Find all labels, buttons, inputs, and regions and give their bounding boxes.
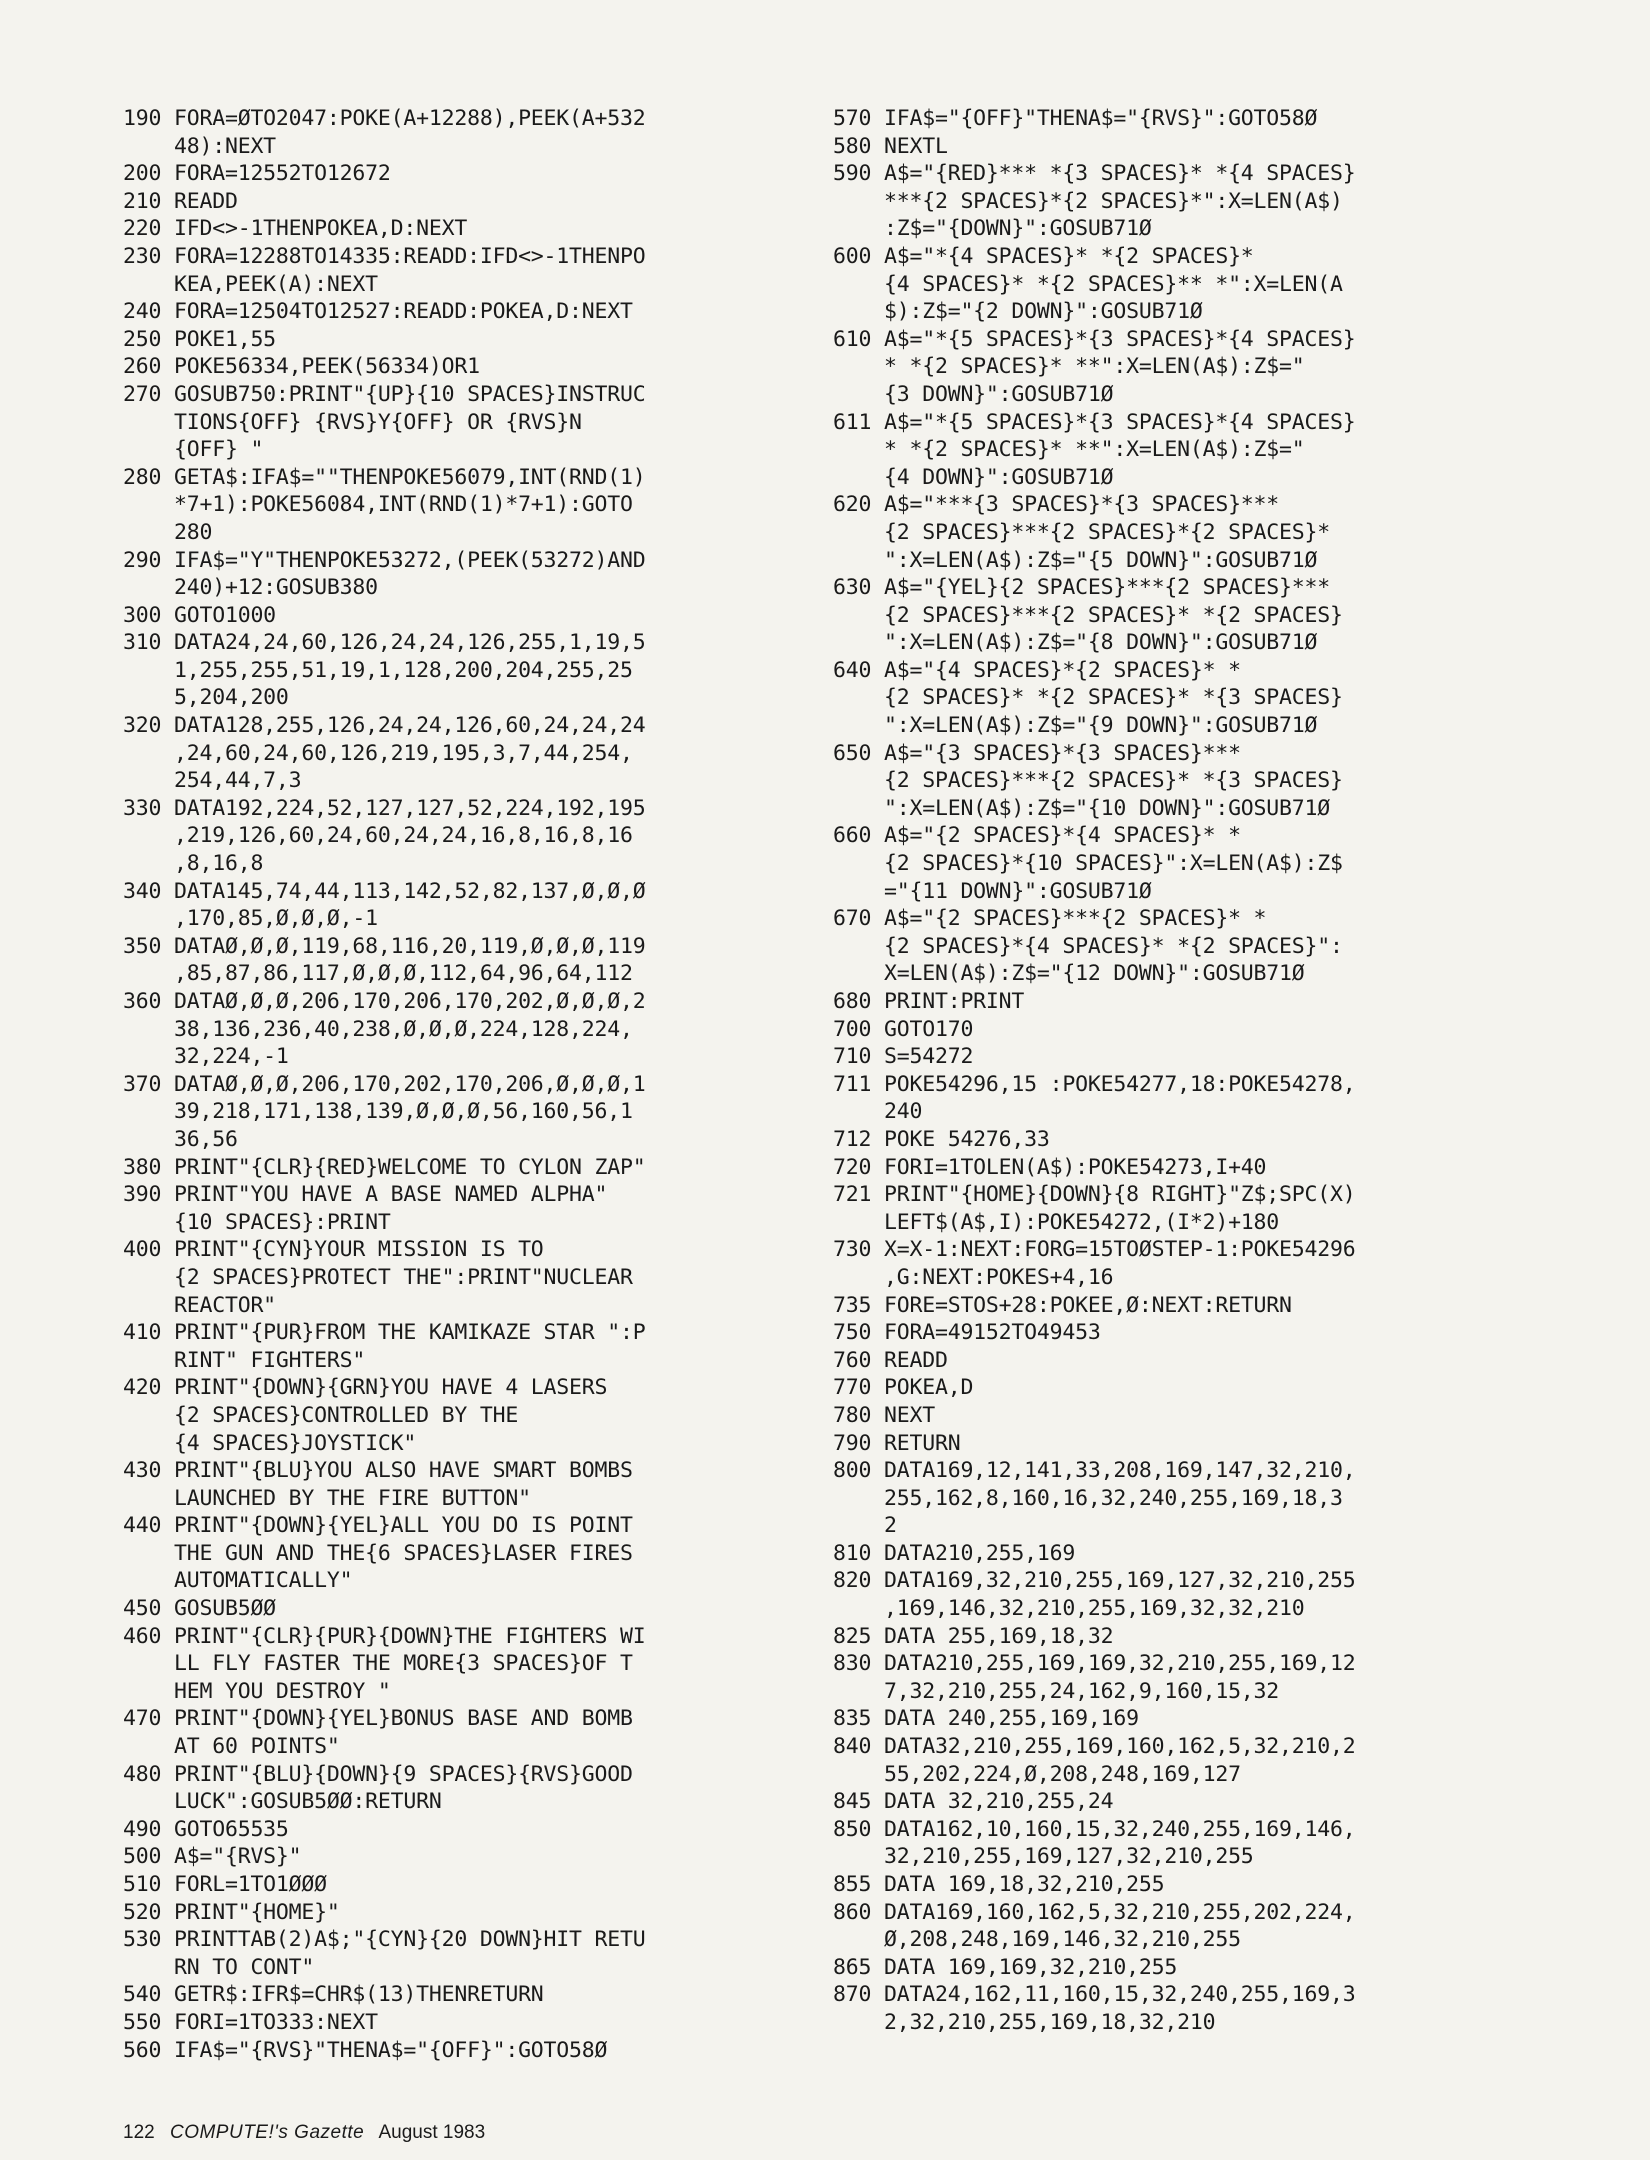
code-line: 230 FORA=12288TO14335:READD:IFD<>-1THENPO [123,243,646,269]
code-line: 460 PRINT"{CLR}{PUR}{DOWN}THE FIGHTERS WI [123,1623,646,1649]
code-line: LEFT$(A$,I):POKE54272,(I*2)+180 [833,1209,1280,1235]
code-line: 630 A$="{YEL}{2 SPACES}***{2 SPACES}*** [833,575,1331,601]
code-line: 750 FORA=49152TO49453 [833,1320,1101,1346]
code-line: 845 DATA 32,210,255,24 [833,1789,1114,1815]
code-line: ":X=LEN(A$):Z$="{8 DOWN}":GOSUB71Ø [833,630,1318,656]
code-line: 55,202,224,Ø,208,248,169,127 [833,1761,1241,1787]
code-line: 48):NEXT [123,133,276,159]
magazine-title: COMPUTE!'s Gazette [169,2122,365,2143]
code-line: 850 DATA162,10,160,15,32,240,255,169,146, [833,1816,1356,1842]
code-line: 220 IFD<>-1THENPOKEA,D:NEXT [123,216,468,242]
code-line: HEM YOU DESTROY " [123,1678,391,1704]
code-line: 870 DATA24,162,11,160,15,32,240,255,169,3 [833,1982,1356,2008]
code-line: 260 POKE56334,PEEK(56334)OR1 [123,354,480,380]
code-line: 440 PRINT"{DOWN}{YEL}ALL YOU DO IS POINT [123,1513,633,1539]
code-line: 530 PRINTTAB(2)A$;"{CYN}{20 DOWN}HIT RETU [123,1927,646,1953]
code-line: 280 [123,519,213,545]
code-line: LAUNCHED BY THE FIRE BUTTON" [123,1485,531,1511]
code-line: {3 DOWN}":GOSUB71Ø [833,381,1114,407]
code-line: 38,136,236,40,238,Ø,Ø,Ø,224,128,224, [123,1016,633,1042]
page-number: 122 [123,2122,155,2143]
code-line: 1,255,255,51,19,1,128,200,204,255,25 [123,657,633,683]
code-line: ":X=LEN(A$):Z$="{9 DOWN}":GOSUB71Ø [833,713,1318,739]
code-line: 250 POKE1,55 [123,326,276,352]
code-line: {4 DOWN}":GOSUB71Ø [833,464,1114,490]
code-line: 650 A$="{3 SPACES}*{3 SPACES}*** [833,740,1241,766]
code-line: 380 PRINT"{CLR}{RED}WELCOME TO CYLON ZAP" [123,1154,646,1180]
code-line: ***{2 SPACES}*{2 SPACES}*":X=LEN(A$) [833,188,1343,214]
code-line: 480 PRINT"{BLU}{DOWN}{9 SPACES}{RVS}GOOD [123,1761,633,1787]
code-line: 200 FORA=12552TO12672 [123,161,391,187]
code-line: TIONS{OFF} {RVS}Y{OFF} OR {RVS}N [123,409,582,435]
code-line: 300 GOTO1000 [123,602,276,628]
code-line: 855 DATA 169,18,32,210,255 [833,1872,1165,1897]
code-line: 830 DATA210,255,169,169,32,210,255,169,12 [833,1651,1356,1677]
code-line: 800 DATA169,12,141,33,208,169,147,32,210, [833,1458,1356,1484]
code-line: 865 DATA 169,169,32,210,255 [833,1954,1178,1980]
code-line: 730 X=X-1:NEXT:FORG=15TOØSTEP-1:POKE54296 [833,1237,1356,1263]
code-line: {2 SPACES}***{2 SPACES}* *{2 SPACES} [833,602,1343,628]
code-line: 320 DATA128,255,126,24,24,126,60,24,24,24 [123,713,646,739]
code-line: RN TO CONT" [123,1954,315,1980]
code-line: 780 NEXT [833,1402,935,1428]
code-line: {10 SPACES}:PRINT [123,1209,391,1235]
code-line: 36,56 [123,1126,238,1152]
code-line: 840 DATA32,210,255,169,160,162,5,32,210,2 [833,1734,1356,1760]
code-line: 5,204,200 [123,685,289,711]
code-line: {2 SPACES}PROTECT THE":PRINT"NUCLEAR [123,1264,633,1290]
code-line: AUTOMATICALLY" [123,1568,353,1594]
code-line: 290 IFA$="Y"THENPOKE53272,(PEEK(53272)AND [123,547,646,573]
code-line: Ø,208,248,169,146,32,210,255 [833,1927,1241,1953]
code-line: 240 [833,1099,923,1125]
code-line: 721 PRINT"{HOME}{DOWN}{8 RIGHT}"Z$;SPC(X) [833,1182,1356,1208]
code-line: 712 POKE 54276,33 [833,1126,1050,1152]
code-line: 350 DATAØ,Ø,Ø,119,68,116,20,119,Ø,Ø,Ø,119 [123,933,646,959]
code-line: 860 DATA169,160,162,5,32,210,255,202,224, [833,1899,1356,1925]
code-line: 7,32,210,255,24,162,9,160,15,32 [833,1678,1280,1704]
code-line: 210 READD [123,188,238,214]
code-line: 540 GETR$:IFR$=CHR$(13)THENRETURN [123,1982,544,2008]
code-line: 611 A$="*{5 SPACES}*{3 SPACES}*{4 SPACES} [833,409,1356,435]
code-line: 600 A$="*{4 SPACES}* *{2 SPACES}* [833,243,1254,269]
code-line: * *{2 SPACES}* **":X=LEN(A$):Z$=" [833,437,1305,463]
code-line: {4 SPACES}* *{2 SPACES}** *":X=LEN(A [833,271,1343,297]
code-line: 720 FORI=1TOLEN(A$):POKE54273,I+40 [833,1154,1267,1180]
code-line: 670 A$="{2 SPACES}***{2 SPACES}* * [833,906,1267,932]
code-line: 660 A$="{2 SPACES}*{4 SPACES}* * [833,823,1241,849]
code-line: 240)+12:GOSUB380 [123,575,378,601]
code-line: 360 DATAØ,Ø,Ø,206,170,206,170,202,Ø,Ø,Ø,2 [123,989,646,1014]
code-line: 620 A$="***{3 SPACES}*{3 SPACES}*** [833,492,1280,518]
code-line: KEA,PEEK(A):NEXT [123,271,378,297]
code-line: 520 PRINT"{HOME}" [123,1899,340,1925]
code-line: 470 PRINT"{DOWN}{YEL}BONUS BASE AND BOMB [123,1706,633,1732]
code-line: 580 NEXTL [833,133,948,159]
listing-left-column [123,105,813,2064]
code-line: ,170,85,Ø,Ø,Ø,-1 [123,906,378,932]
code-line: {2 SPACES}***{2 SPACES}* *{3 SPACES} [833,768,1343,794]
code-line: REACTOR" [123,1292,276,1318]
code-line: 330 DATA192,224,52,127,127,52,224,192,195 [123,795,646,821]
code-line: 370 DATAØ,Ø,Ø,206,170,202,170,206,Ø,Ø,Ø,1 [123,1071,646,1097]
code-line: 32,210,255,169,127,32,210,255 [833,1844,1254,1870]
code-line: ":X=LEN(A$):Z$="{5 DOWN}":GOSUB71Ø [833,547,1318,573]
code-line: THE GUN AND THE{6 SPACES}LASER FIRES [123,1540,633,1566]
code-line: 254,44,7,3 [123,768,302,794]
code-line: 390 PRINT"YOU HAVE A BASE NAMED ALPHA" [123,1182,608,1208]
code-line: 410 PRINT"{PUR}FROM THE KAMIKAZE STAR ":P [123,1320,646,1346]
code-line: 510 FORL=1TO1ØØØ [123,1872,327,1897]
code-line: 450 GOSUB5ØØ [123,1596,276,1622]
code-line: 270 GOSUB750:PRINT"{UP}{10 SPACES}INSTRUC [123,381,646,407]
code-line: {2 SPACES}* *{2 SPACES}* *{3 SPACES} [833,685,1343,711]
code-line: :Z$="{DOWN}":GOSUB71Ø [833,216,1152,242]
code-line: AT 60 POINTS" [123,1734,340,1760]
issue-date: August 1983 [378,2122,486,2143]
code-line: 2,32,210,255,169,18,32,210 [833,2009,1216,2035]
code-line: {2 SPACES}*{4 SPACES}* *{2 SPACES}": [833,933,1343,959]
code-line: 770 POKEA,D [833,1375,974,1401]
code-line: 820 DATA169,32,210,255,169,127,32,210,255 [833,1568,1356,1594]
code-line: 280 GETA$:IFA$=""THENPOKE56079,INT(RND(1) [123,464,646,490]
code-line: 190 FORA=ØTO2047:POKE(A+12288),PEEK(A+532 [123,106,646,131]
code-line: 790 RETURN [833,1430,961,1456]
page-footer [123,2122,485,2144]
code-line: 711 POKE54296,15 :POKE54277,18:POKE54278, [833,1071,1356,1097]
code-line: 825 DATA 255,169,18,32 [833,1623,1114,1649]
code-line: 810 DATA210,255,169 [833,1540,1076,1566]
code-line: 570 IFA$="{OFF}"THENA$="{RVS}":GOTO58Ø [833,106,1318,131]
code-line: $):Z$="{2 DOWN}":GOSUB71Ø [833,299,1203,325]
code-line: *7+1):POKE56084,INT(RND(1)*7+1):GOTO [123,492,633,518]
code-line: 310 DATA24,24,60,126,24,24,126,255,1,19,5 [123,630,646,656]
code-line: 560 IFA$="{RVS}"THENA$="{OFF}":GOTO58Ø [123,2037,608,2063]
listing-right-column [833,105,1623,2037]
code-line: X=LEN(A$):Z$="{12 DOWN}":GOSUB71Ø [833,961,1305,987]
code-line: 255,162,8,160,16,32,240,255,169,18,3 [833,1485,1343,1511]
code-line: LUCK":GOSUB5ØØ:RETURN [123,1789,442,1815]
code-line: 430 PRINT"{BLU}YOU ALSO HAVE SMART BOMBS [123,1458,633,1484]
code-line: 32,224,-1 [123,1044,289,1070]
code-line: LL FLY FASTER THE MORE{3 SPACES}OF T [123,1651,633,1677]
code-line: 680 PRINT:PRINT [833,989,1025,1014]
code-line: 710 S=54272 [833,1044,974,1070]
code-line: ,85,87,86,117,Ø,Ø,Ø,112,64,96,64,112 [123,961,633,987]
code-line: 610 A$="*{5 SPACES}*{3 SPACES}*{4 SPACES} [833,326,1356,352]
code-line: {2 SPACES}*{10 SPACES}":X=LEN(A$):Z$ [833,851,1343,877]
code-line: 420 PRINT"{DOWN}{GRN}YOU HAVE 4 LASERS [123,1375,608,1401]
code-line: 550 FORI=1TO333:NEXT [123,2009,378,2035]
code-line: 490 GOTO65535 [123,1816,289,1842]
code-line: 735 FORE=STOS+28:POKEE,Ø:NEXT:RETURN [833,1292,1292,1318]
code-line: 240 FORA=12504TO12527:READD:POKEA,D:NEXT [123,299,633,325]
code-line: {4 SPACES}JOYSTICK" [123,1430,417,1456]
code-line: 2 [833,1513,897,1539]
code-line: 39,218,171,138,139,Ø,Ø,Ø,56,160,56,1 [123,1099,633,1125]
code-line: ,8,16,8 [123,851,264,877]
code-line: {OFF} " [123,437,264,463]
code-line: 400 PRINT"{CYN}YOUR MISSION IS TO [123,1237,544,1263]
code-line: 700 GOTO170 [833,1016,974,1042]
code-line: 340 DATA145,74,44,113,142,52,82,137,Ø,Ø,Ø [123,878,646,904]
code-line: ="{11 DOWN}":GOSUB71Ø [833,878,1152,904]
code-line: {2 SPACES}***{2 SPACES}*{2 SPACES}* [833,519,1331,545]
code-line: ":X=LEN(A$):Z$="{10 DOWN}":GOSUB71Ø [833,795,1331,821]
code-line: ,169,146,32,210,255,169,32,32,210 [833,1596,1305,1622]
code-line: ,24,60,24,60,126,219,195,3,7,44,254, [123,740,633,766]
code-line: 500 A$="{RVS}" [123,1844,302,1870]
code-line: * *{2 SPACES}* **":X=LEN(A$):Z$=" [833,354,1305,380]
code-line: 835 DATA 240,255,169,169 [833,1706,1139,1732]
code-line: ,G:NEXT:POKES+4,16 [833,1264,1114,1290]
code-line: 760 READD [833,1347,948,1373]
code-line: 590 A$="{RED}*** *{3 SPACES}* *{4 SPACES} [833,161,1356,187]
code-line: RINT" FIGHTERS" [123,1347,366,1373]
code-line: 640 A$="{4 SPACES}*{2 SPACES}* * [833,657,1241,683]
code-line: ,219,126,60,24,60,24,24,16,8,16,8,16 [123,823,633,849]
code-line: {2 SPACES}CONTROLLED BY THE [123,1402,519,1428]
